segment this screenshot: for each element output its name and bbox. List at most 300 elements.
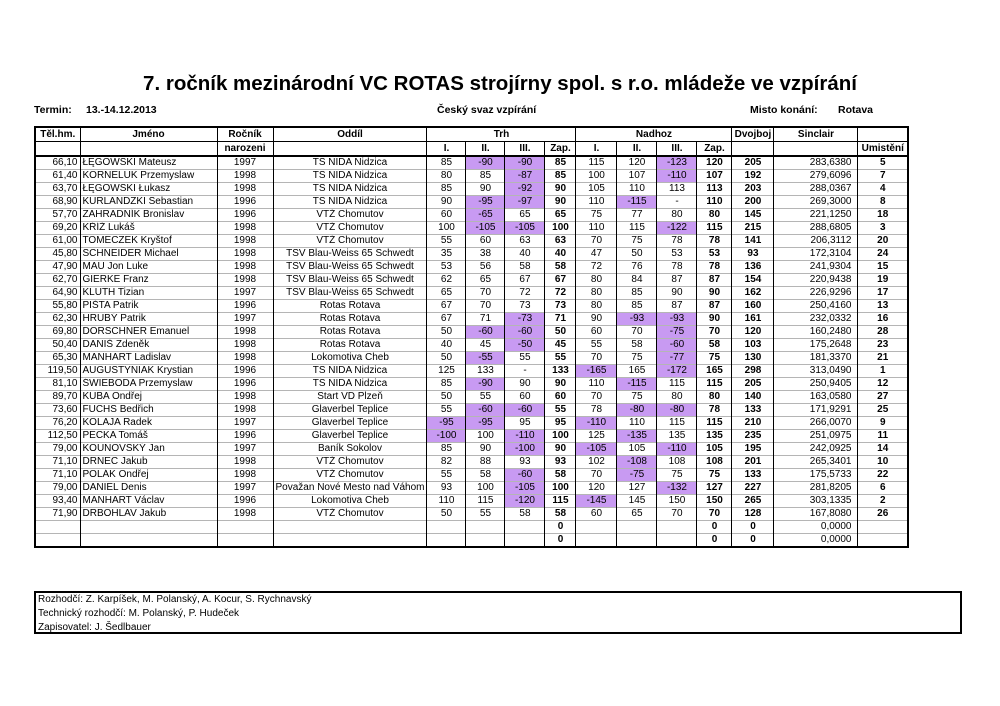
cell-snatch-att3: 65 [505,209,545,222]
cell-place: 22 [858,469,908,482]
table-row [35,235,908,248]
cell-sinclair: 175,2648 [774,339,858,352]
table-row [35,287,908,300]
cell-total: 120 [732,326,774,339]
cell-club: Baník Sokolov [273,443,427,456]
cell-place: 10 [858,456,908,469]
cell-snatch-att1: 62 [427,274,466,287]
cell-birth-year: 1998 [217,469,273,482]
cell-cj-att1: 60 [576,326,617,339]
cell-sinclair: 303,1335 [774,495,858,508]
cell-bodyweight: 50,40 [35,339,80,352]
cell-club: Považan Nové Mesto nad Váhom [273,482,427,495]
header-cj-result: Zap. [697,142,732,157]
cell-place: 21 [858,352,908,365]
cell-cj-att3: -172 [657,365,697,378]
cell-sinclair: 221,1250 [774,209,858,222]
cell-cj-att3: 87 [657,274,697,287]
cell-birth-year: 1998 [217,248,273,261]
cell-sinclair: 251,0975 [774,430,858,443]
cell-cj-result: 115 [697,222,732,235]
cell-sinclair: 160,2480 [774,326,858,339]
cell-cj-result: 0 [697,521,732,534]
cell-cj-att2: 70 [617,326,657,339]
cell-bodyweight: 47,90 [35,261,80,274]
cell-club: Lokomotiva Cheb [273,352,427,365]
table-row [35,482,908,495]
header-snatch-att2: II. [466,142,505,157]
federation-label: Český svaz vzpírání [437,104,537,116]
cell-cj-att3 [657,534,697,548]
cell-sinclair: 242,0925 [774,443,858,456]
cell-birth-year: 1998 [217,235,273,248]
cell-bodyweight: 76,20 [35,417,80,430]
cell-name: HRUBÝ Patrik [80,313,217,326]
cell-club: TS NIDA Nidzica [273,196,427,209]
cell-snatch-att1: 50 [427,508,466,521]
cell-cj-att2: 65 [617,508,657,521]
table-row [35,521,908,534]
cell-place: 27 [858,391,908,404]
cell-cj-result: 127 [697,482,732,495]
cell-sinclair: 220,9438 [774,274,858,287]
cell-cj-att2: -135 [617,430,657,443]
results-table [34,126,909,548]
cell-cj-att1: 70 [576,352,617,365]
cell-snatch-att1: 67 [427,300,466,313]
cell-cj-att1: 100 [576,170,617,183]
header-year: Ročník [217,127,273,142]
header-snatch-att1: I. [427,142,466,157]
cell-club: VTŽ Chomutov [273,235,427,248]
cell-cj-result: 115 [697,378,732,391]
cell-snatch-att1: 85 [427,378,466,391]
cell-snatch-att2: 45 [466,339,505,352]
cell-place: 14 [858,443,908,456]
cell-club: TS NIDA Nidzica [273,365,427,378]
cell-birth-year: 1997 [217,156,273,170]
cell-bodyweight [35,521,80,534]
header-snatch: Trh [427,127,576,142]
cell-name: KOUNOVSKÝ Jan [80,443,217,456]
cell-snatch-att2: 115 [466,495,505,508]
table-row [35,196,908,209]
cell-cj-att3: 150 [657,495,697,508]
cell-cj-att2: 115 [617,222,657,235]
cell-cj-result: 70 [697,326,732,339]
cell-snatch-att3: 55 [505,352,545,365]
cell-name: KUBA Ondřej [80,391,217,404]
cell-total: 162 [732,287,774,300]
cell-cj-att2: 75 [617,391,657,404]
cell-snatch-att2: 58 [466,469,505,482]
cell-snatch-result: 58 [545,469,576,482]
cell-bodyweight: 71,90 [35,508,80,521]
cell-snatch-att3: 93 [505,456,545,469]
table-row [35,183,908,196]
cell-snatch-result: 71 [545,313,576,326]
cell-snatch-att2: -95 [466,196,505,209]
cell-cj-att2: -75 [617,469,657,482]
cell-cj-att3: 115 [657,417,697,430]
cell-snatch-att1: 50 [427,326,466,339]
table-row [35,209,908,222]
cell-cj-result: 87 [697,300,732,313]
cell-snatch-att1 [427,521,466,534]
cell-snatch-att2: 100 [466,430,505,443]
cell-snatch-att1: 125 [427,365,466,378]
cell-snatch-att3: 60 [505,391,545,404]
header-total: Dvojboj [732,127,774,142]
table-row [35,404,908,417]
cell-snatch-att1: 80 [427,170,466,183]
cell-birth-year: 1996 [217,300,273,313]
cell-total: 141 [732,235,774,248]
cell-place: 25 [858,404,908,417]
table-row [35,222,908,235]
cell-cj-att1: 80 [576,300,617,313]
cell-birth-year: 1998 [217,183,273,196]
cell-place [858,534,908,548]
cell-cj-result: 105 [697,443,732,456]
results-body [35,156,908,547]
cell-snatch-result: 63 [545,235,576,248]
cell-cj-att1: -165 [576,365,617,378]
cell-snatch-att1: 40 [427,339,466,352]
cell-cj-result: 75 [697,352,732,365]
cell-name: KURLANDZKI Sebastian [80,196,217,209]
cell-snatch-result: 115 [545,495,576,508]
cell-cj-att2: 105 [617,443,657,456]
cell-bodyweight: 61,40 [35,170,80,183]
cell-birth-year: 1998 [217,274,273,287]
table-row [35,248,908,261]
cell-birth-year: 1996 [217,365,273,378]
cell-snatch-result: 40 [545,248,576,261]
header-name: Jméno [80,127,217,142]
table-row [35,495,908,508]
cell-cj-att1: 78 [576,404,617,417]
cell-cj-att3: 53 [657,248,697,261]
cell-name: DORSCHNER Emanuel [80,326,217,339]
cell-birth-year: 1997 [217,313,273,326]
cell-cj-att3: -80 [657,404,697,417]
cell-cj-att1: 105 [576,183,617,196]
cell-cj-att2: 107 [617,170,657,183]
table-row [35,391,908,404]
cell-snatch-result: 133 [545,365,576,378]
cell-cj-att2: 85 [617,287,657,300]
cell-total: 161 [732,313,774,326]
table-row [35,300,908,313]
cell-snatch-att3: -90 [505,156,545,170]
cell-birth-year: 1998 [217,404,273,417]
cell-name: SCHNEIDER Michael [80,248,217,261]
cell-birth-year: 1996 [217,430,273,443]
cell-name: ŚWIEBODA Przemyslaw [80,378,217,391]
cell-snatch-result: 65 [545,209,576,222]
cell-place: 5 [858,156,908,170]
table-row [35,508,908,521]
cell-birth-year: 1998 [217,456,273,469]
cell-sinclair: 206,3112 [774,235,858,248]
cell-total: 227 [732,482,774,495]
cell-snatch-att2: 100 [466,482,505,495]
cell-sinclair: 181,3370 [774,352,858,365]
cell-snatch-att1: 55 [427,469,466,482]
cell-snatch-result: 100 [545,430,576,443]
cell-name: GIERKE Franz [80,274,217,287]
header-cj-att2: II. [617,142,657,157]
header-sinclair: Sinclair [774,127,858,142]
referees-line: Rozhodčí: Z. Karpíšek, M. Polanský, A. Kocur, S. Rychnavský [38,594,312,605]
cell-snatch-att3: -50 [505,339,545,352]
termin-value: 13.-14.12.2013 [86,104,157,116]
cell-snatch-att1: 85 [427,443,466,456]
cell-snatch-att3: -100 [505,443,545,456]
cell-cj-att2: 110 [617,417,657,430]
cell-snatch-att3: 63 [505,235,545,248]
cell-snatch-att3 [505,521,545,534]
cell-cj-att3: -60 [657,339,697,352]
cell-name: DANIEL Denis [80,482,217,495]
cell-cj-att3: 78 [657,235,697,248]
cell-cj-result: 150 [697,495,732,508]
cell-cj-att1: 120 [576,482,617,495]
cell-place [858,521,908,534]
cell-sinclair: 241,9304 [774,261,858,274]
cell-cj-att2: 165 [617,365,657,378]
cell-place: 7 [858,170,908,183]
cell-snatch-att1: 85 [427,156,466,170]
cell-cj-att2: -115 [617,378,657,391]
cell-cj-att1: 55 [576,339,617,352]
cell-bodyweight: 68,90 [35,196,80,209]
cell-cj-att1 [576,521,617,534]
cell-birth-year: 1997 [217,482,273,495]
cell-snatch-att1: 93 [427,482,466,495]
cell-club: TS NIDA Nidzica [273,156,427,170]
table-row [35,417,908,430]
cell-snatch-att1: 50 [427,391,466,404]
cell-name: KORNELUK Przemyslaw [80,170,217,183]
cell-snatch-att1: 50 [427,352,466,365]
cell-cj-att1: 60 [576,508,617,521]
cell-snatch-att3 [505,534,545,548]
cell-name [80,521,217,534]
termin-label: Termin: [34,104,72,116]
cell-sinclair: 171,9291 [774,404,858,417]
cell-snatch-att1: 100 [427,222,466,235]
cell-birth-year [217,521,273,534]
cell-birth-year [217,534,273,548]
cell-name: ŁĘGOWSKI Mateusz [80,156,217,170]
cell-snatch-result: 60 [545,391,576,404]
cell-snatch-att2 [466,521,505,534]
cell-name [80,534,217,548]
cell-total: 0 [732,534,774,548]
page-title: 7. ročník mezinárodní VC ROTAS strojírny spol. s r.o. mládeže ve vzpírání [143,72,857,95]
cell-sinclair: 0,0000 [774,534,858,548]
header-clean-jerk: Nadhoz [576,127,732,142]
cell-snatch-att1: 65 [427,287,466,300]
cell-total: 0 [732,521,774,534]
cell-cj-att1 [576,534,617,548]
cell-sinclair: 269,3000 [774,196,858,209]
cell-snatch-att3: -92 [505,183,545,196]
cell-name: MAU Jon Luke [80,261,217,274]
cell-total: 93 [732,248,774,261]
cell-cj-att1: -110 [576,417,617,430]
cell-snatch-result: 50 [545,326,576,339]
cell-club: Rotas Rotava [273,326,427,339]
cell-cj-result: 115 [697,417,732,430]
cell-bodyweight: 79,00 [35,443,80,456]
cell-snatch-att1: 55 [427,404,466,417]
header-cj-att3: III. [657,142,697,157]
cell-cj-att2: -93 [617,313,657,326]
cell-cj-result: 90 [697,287,732,300]
cell-club: VTŽ Chomutov [273,469,427,482]
cell-total: 130 [732,352,774,365]
cell-cj-att3: 80 [657,209,697,222]
cell-birth-year: 1998 [217,222,273,235]
cell-cj-result: 0 [697,534,732,548]
cell-cj-result: 53 [697,248,732,261]
cell-total: 192 [732,170,774,183]
cell-total: 205 [732,156,774,170]
cell-birth-year: 1997 [217,417,273,430]
cell-bodyweight: 79,00 [35,482,80,495]
cell-name: DRBOHLAV Jakub [80,508,217,521]
cell-cj-result: 78 [697,235,732,248]
cell-club: Start VD Plzeň [273,391,427,404]
cell-club: VTŽ Chomutov [273,508,427,521]
cell-name: MANHART Václav [80,495,217,508]
cell-cj-result: 108 [697,456,732,469]
cell-place: 19 [858,274,908,287]
cell-total: 201 [732,456,774,469]
venue-label: Misto konání: [750,104,818,116]
table-row [35,534,908,548]
cell-snatch-att1: 85 [427,183,466,196]
cell-snatch-att3: - [505,365,545,378]
cell-cj-att2: 84 [617,274,657,287]
cell-snatch-att2: 60 [466,235,505,248]
cell-snatch-att3: 58 [505,261,545,274]
cell-snatch-att2: 90 [466,443,505,456]
cell-cj-att1: 72 [576,261,617,274]
cell-cj-att2: 75 [617,235,657,248]
cell-snatch-result: 67 [545,274,576,287]
cell-place: 3 [858,222,908,235]
cell-bodyweight: 119,50 [35,365,80,378]
cell-cj-att3: 135 [657,430,697,443]
cell-snatch-att3: -97 [505,196,545,209]
cell-cj-att1: 110 [576,196,617,209]
cell-snatch-att1: -100 [427,430,466,443]
cell-bodyweight: 65,30 [35,352,80,365]
cell-place: 9 [858,417,908,430]
cell-place: 28 [858,326,908,339]
cell-bodyweight [35,534,80,548]
cell-snatch-att2: 90 [466,183,505,196]
table-row [35,365,908,378]
cell-total: 154 [732,274,774,287]
cell-snatch-result: 0 [545,521,576,534]
cell-total: 128 [732,508,774,521]
cell-snatch-result: 100 [545,482,576,495]
cell-snatch-result: 95 [545,417,576,430]
table-row [35,170,908,183]
cell-birth-year: 1996 [217,209,273,222]
cell-bodyweight: 93,40 [35,495,80,508]
cell-snatch-att2: 85 [466,170,505,183]
cell-cj-att3: -122 [657,222,697,235]
header-row-1 [35,127,908,142]
cell-name: POLÁK Ondřej [80,469,217,482]
cell-cj-att2: 145 [617,495,657,508]
header-bodyweight: Těl.hm. [35,127,80,142]
cell-name: DANIŠ Zdeněk [80,339,217,352]
cell-snatch-result: 0 [545,534,576,548]
cell-total: 215 [732,222,774,235]
cell-snatch-att1: 110 [427,495,466,508]
cell-club: Glaverbel Teplice [273,404,427,417]
cell-sinclair: 167,8080 [774,508,858,521]
cell-cj-att1: 125 [576,430,617,443]
cell-place: 16 [858,313,908,326]
venue-value: Rotava [838,104,874,116]
cell-bodyweight: 71,10 [35,469,80,482]
table-row [35,156,908,170]
cell-sinclair: 250,9405 [774,378,858,391]
cell-cj-att3: 115 [657,378,697,391]
cell-snatch-att2 [466,534,505,548]
header-bodyweight-sub [35,142,80,157]
cell-snatch-att1: 53 [427,261,466,274]
cell-club: Rotas Rotava [273,313,427,326]
cell-name: PIŠTA Patrik [80,300,217,313]
cell-total: 160 [732,300,774,313]
cell-sinclair: 0,0000 [774,521,858,534]
cell-cj-result: 78 [697,404,732,417]
cell-name: AUGUSTYNIAK Krystian [80,365,217,378]
cell-total: 140 [732,391,774,404]
cell-birth-year: 1996 [217,495,273,508]
cell-snatch-att3: 90 [505,378,545,391]
cell-cj-result: 87 [697,274,732,287]
cell-snatch-att2: 55 [466,391,505,404]
cell-snatch-att3: -60 [505,326,545,339]
cell-total: 145 [732,209,774,222]
cell-cj-att2: -115 [617,196,657,209]
cell-cj-att2: 85 [617,300,657,313]
table-row [35,261,908,274]
cell-cj-att1: 75 [576,209,617,222]
cell-bodyweight: 112,50 [35,430,80,443]
cell-club: Glaverbel Teplice [273,417,427,430]
cell-cj-att1: -105 [576,443,617,456]
table-row [35,456,908,469]
cell-snatch-att2: -90 [466,378,505,391]
cell-snatch-result: 100 [545,222,576,235]
cell-cj-att2: 75 [617,352,657,365]
cell-cj-att1: 90 [576,313,617,326]
cell-cj-result: 135 [697,430,732,443]
cell-snatch-att3: 58 [505,508,545,521]
officials-box [34,591,962,634]
